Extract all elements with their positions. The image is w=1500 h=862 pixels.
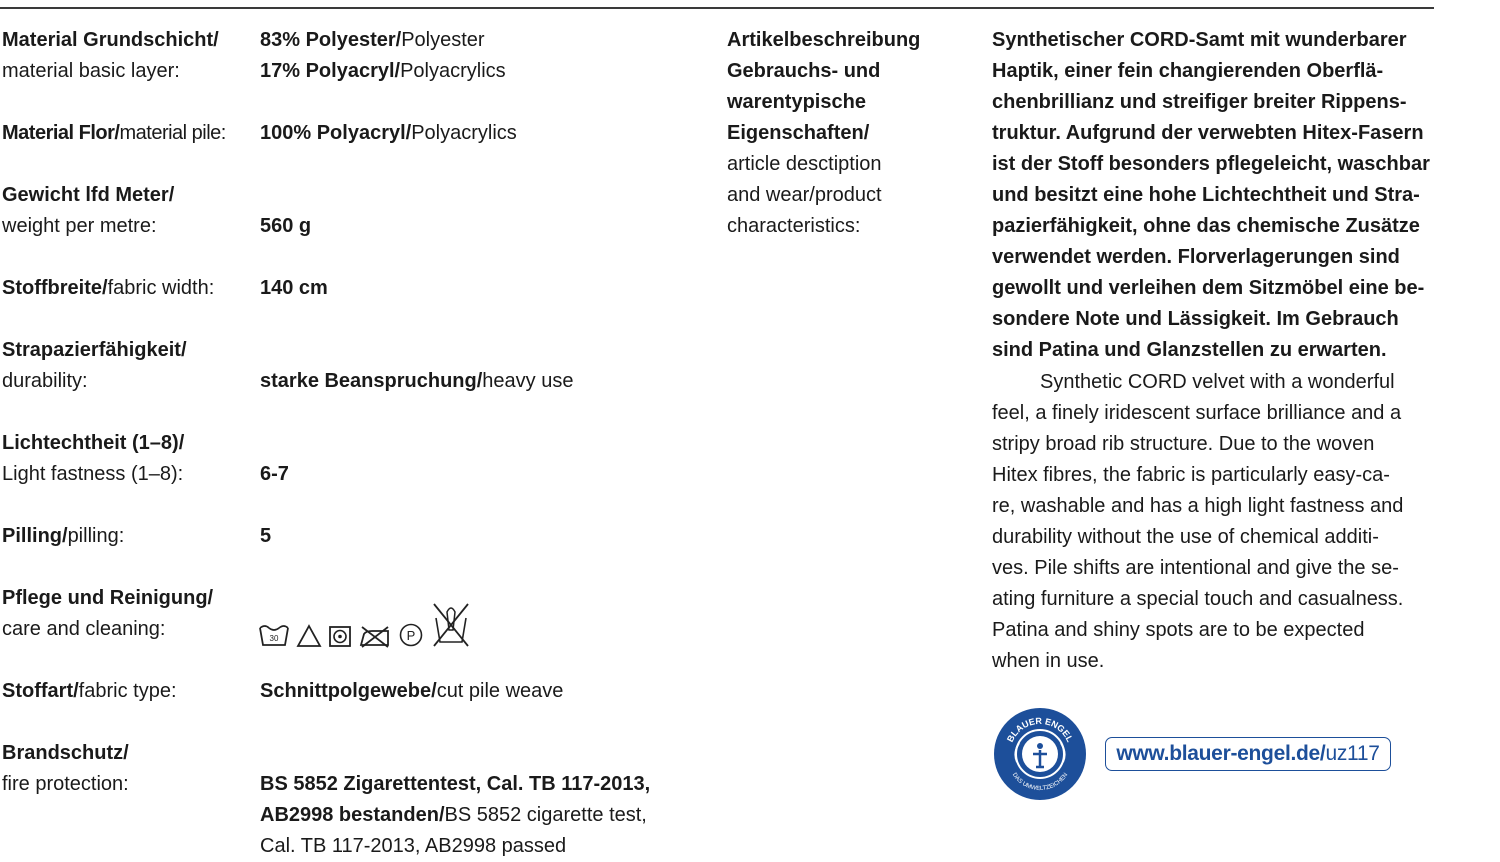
description-label: Artikelbeschreibung Gebrauchs- und warentypische Eigenschaften/ article desctiption and wear/product characteristics: [727, 29, 921, 237]
tumble-dry-icon [328, 624, 352, 648]
blauer-engel-seal [993, 707, 1087, 806]
do-not-wash-hand-icon [430, 600, 472, 648]
spec-value: Schnittpolgewebe/cut pile weave [260, 680, 564, 702]
spec-label: Stoffbreite/fabric width: [2, 277, 215, 299]
description-text-en: Synthetic CORD velvet with a wonderful feel, a finely iridescent surface brilliance and a stripy broad rib structure. Due to the woven Hitex fibres, the fabric is particularly easy-ca- re, washable and has a high light fastness and durability without the use of chemical additi- ves. Pile shifts are intentional and give the se- ating furniture a special touch and casualness. Patina and shiny spots are to be expected when in use. [992, 371, 1404, 672]
spec-value: 100% Polyacryl/Polyacrylics [260, 122, 517, 144]
spec-value: 6-7 [260, 463, 289, 485]
spec-label: Pflege und Reinigung/ care and cleaning: [2, 587, 214, 640]
top-rule [0, 7, 1434, 9]
spec-value: 140 cm [260, 277, 328, 299]
spec-label: Strapazierfähigkeit/ durability: [2, 339, 187, 392]
no-iron-icon [358, 624, 392, 648]
spec-value: BS 5852 Zigarettentest, Cal. TB 117-2013, AB2998 bestanden/BS 5852 cigarette test, Cal. TB 117-2013, AB2998 passed [260, 773, 651, 857]
blauer-engel-logo-icon [993, 707, 1087, 801]
svg-text:DAS UMWELTZEICHEN: DAS UMWELTZEICHEN [1010, 772, 1070, 793]
wash-30-tub-icon [258, 622, 290, 648]
dry-clean-p-icon [398, 622, 424, 648]
svg-text:P: P [406, 628, 416, 643]
bleach-triangle-icon [296, 624, 322, 648]
spec-label: Lichtechtheit (1–8)/ Light fastness (1–8): [2, 432, 185, 485]
spec-label: Material Flor/material pile: [2, 122, 226, 144]
spec-label: Stoffart/fabric type: [2, 680, 177, 702]
spec-value: 5 [260, 525, 272, 547]
description-text-de: Synthetischer CORD-Samt mit wunderbarer Haptik, einer fein changierenden Oberflä- chenbrillianz und streifiger breiter Rippens- truktur. Aufgrund der verwebten Hitex-Fasern ist der Stoff besonders pflegeleicht, waschbar und besitzt eine hohe Lichtechtheit und Stra- pazierfähigkeit, ohne das chemische Zusätze verwendet werden. Florverlagerungen sind gewollt und verleihen dem Sitzmöbel eine be- sondere Note und Lässigkeit. Im Gebrauch sind Patina und Glanzstellen zu erwarten. [992, 29, 1430, 361]
svg-text:30: 30 [269, 634, 279, 643]
spec-value: starke Beanspruchung/heavy use [260, 370, 574, 392]
care-icons [258, 600, 472, 648]
spec-label: Pilling/pilling: [2, 525, 125, 547]
spec-label: Brandschutz/ fire protection: [2, 742, 129, 795]
spec-label: Gewicht lfd Meter/ weight per metre: [2, 184, 175, 237]
blauer-engel-url[interactable]: www.blauer-engel.de/ uz117 [1105, 737, 1391, 771]
spec-label: Material Grundschicht/ material basic layer: [2, 29, 219, 82]
svg-text:BLAUER ENGEL: BLAUER ENGEL [1004, 715, 1076, 744]
spec-value: 83% Polyester/Polyester 17% Polyacryl/Polyacrylics [260, 29, 506, 82]
spec-value: 560 g [260, 215, 312, 237]
